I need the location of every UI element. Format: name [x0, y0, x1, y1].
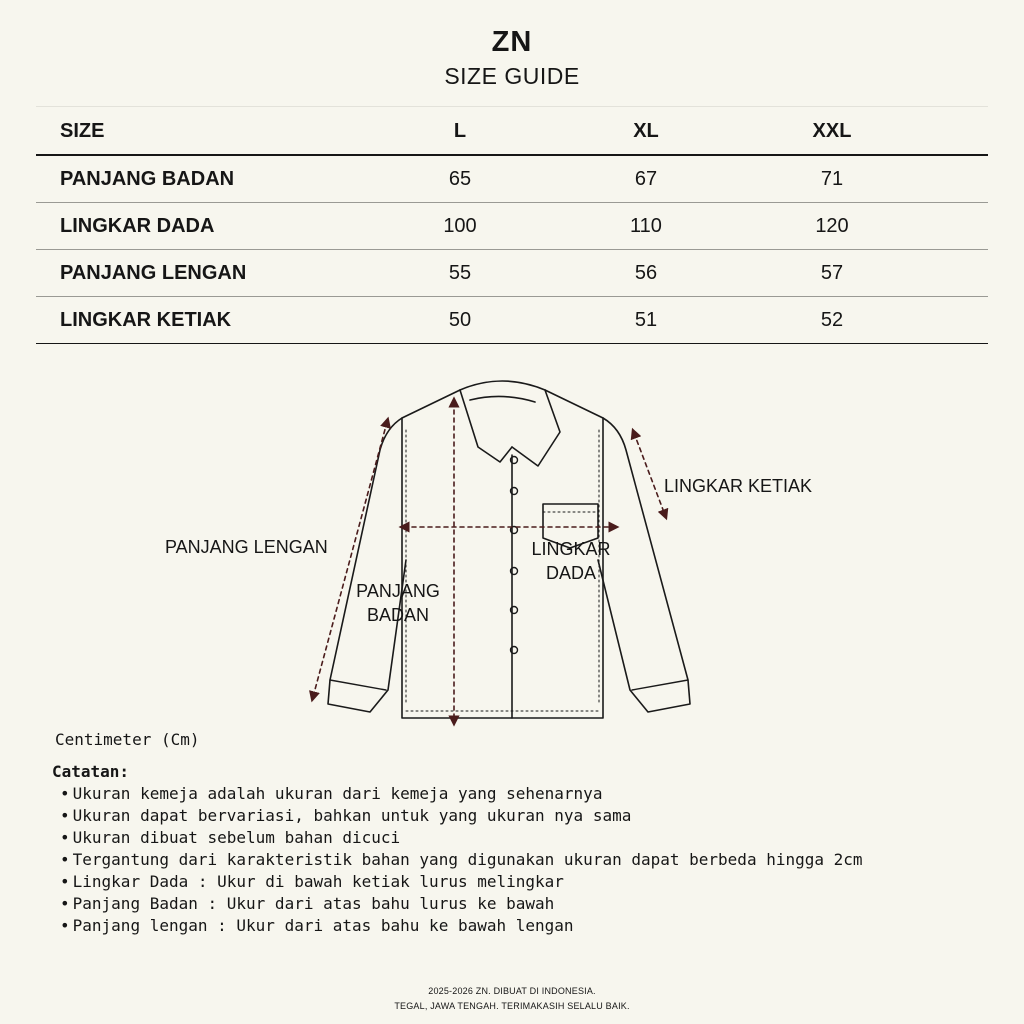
- list-item: [60, 915, 863, 937]
- cell-spacer: [892, 297, 988, 344]
- cell-value: 110: [520, 203, 772, 250]
- note-text: Lingkar Dada : Ukur di bawah ketiak lurus melingkar: [72, 872, 564, 891]
- page-title: SIZE GUIDE: [444, 63, 580, 89]
- cell-value: 52: [772, 297, 892, 344]
- cell-value: 120: [772, 203, 892, 250]
- table-row: [36, 203, 988, 250]
- column-spacer: [892, 108, 988, 155]
- bullet-icon: •: [60, 916, 70, 935]
- cell-value: 51: [520, 297, 772, 344]
- list-item: [60, 893, 863, 915]
- bullet-icon: •: [60, 828, 70, 847]
- cell-spacer: [892, 203, 988, 250]
- label-lingkar-ketiak: LINGKAR KETIAK: [664, 476, 813, 496]
- table-row: [36, 155, 988, 203]
- label-panjang-lengan: PANJANG LENGAN: [165, 537, 328, 557]
- bullet-icon: •: [60, 894, 70, 913]
- footer-line-1: 2025-2026 ZN. DIBUAT DI INDONESIA.: [428, 986, 596, 996]
- note-text: Ukuran kemeja adalah ukuran dari kemeja yang sehenarnya: [72, 784, 603, 803]
- note-text: Panjang Badan : Ukur dari atas bahu lurus ke bawah: [72, 894, 555, 913]
- column-header-size: SIZE: [36, 108, 400, 155]
- cell-value: 57: [772, 250, 892, 297]
- cell-value: 65: [400, 155, 520, 203]
- list-item: [60, 849, 863, 871]
- row-label: LINGKAR KETIAK: [36, 297, 400, 344]
- label-panjang-badan-line1: PANJANG: [356, 581, 440, 601]
- table-row: [36, 250, 988, 297]
- footer-line-2: TEGAL, JAWA TENGAH. TERIMAKASIH SELALU BAIK.: [394, 1001, 630, 1011]
- top-divider: [36, 106, 988, 107]
- row-label: LINGKAR DADA: [36, 203, 400, 250]
- label-lingkar-dada-line1: LINGKAR: [531, 539, 611, 559]
- column-header-l: L: [400, 108, 520, 155]
- notes-list: [60, 783, 863, 937]
- shirt-outline: [328, 381, 690, 718]
- label-panjang-badan-line2: BADAN: [366, 605, 429, 625]
- list-item: [60, 783, 863, 805]
- column-header-xxl: XXL: [772, 108, 892, 155]
- column-header-xl: XL: [520, 108, 772, 155]
- cell-value: 67: [520, 155, 772, 203]
- bullet-icon: •: [60, 806, 70, 825]
- note-text: Ukuran dapat bervariasi, bahkan untuk yang ukuran nya sama: [72, 806, 632, 825]
- list-item: [60, 871, 863, 893]
- cell-value: 56: [520, 250, 772, 297]
- row-label: PANJANG BADAN: [36, 155, 400, 203]
- size-table: [36, 108, 988, 344]
- unit-note: Centimeter (Cm): [55, 730, 200, 749]
- label-lingkar-dada-line2: DADA: [545, 563, 596, 583]
- notes-title: Catatan:: [52, 762, 130, 781]
- arrow-lingkar-ketiak: [634, 433, 665, 515]
- cell-spacer: [892, 155, 988, 203]
- label-panjang-badan: [348, 580, 448, 627]
- cell-value: 71: [772, 155, 892, 203]
- shirt-diagram: [0, 360, 1024, 730]
- bullet-icon: •: [60, 872, 70, 891]
- list-item: [60, 805, 863, 827]
- arrow-panjang-lengan: [313, 422, 387, 697]
- note-text: Tergantung dari karakteristik bahan yang digunakan ukuran dapat berbeda hingga 2cm: [72, 850, 863, 869]
- bullet-icon: •: [60, 784, 70, 803]
- cell-spacer: [892, 250, 988, 297]
- cell-value: 50: [400, 297, 520, 344]
- label-lingkar-dada: [526, 538, 616, 585]
- brand-title: ZN: [491, 26, 533, 58]
- table-header-row: [36, 108, 988, 155]
- row-label: PANJANG LENGAN: [36, 250, 400, 297]
- bullet-icon: •: [60, 850, 70, 869]
- table-row: [36, 297, 988, 344]
- cell-value: 100: [400, 203, 520, 250]
- note-text: Panjang lengan : Ukur dari atas bahu ke bawah lengan: [72, 916, 574, 935]
- cell-value: 55: [400, 250, 520, 297]
- list-item: [60, 827, 863, 849]
- note-text: Ukuran dibuat sebelum bahan dicuci: [72, 828, 401, 847]
